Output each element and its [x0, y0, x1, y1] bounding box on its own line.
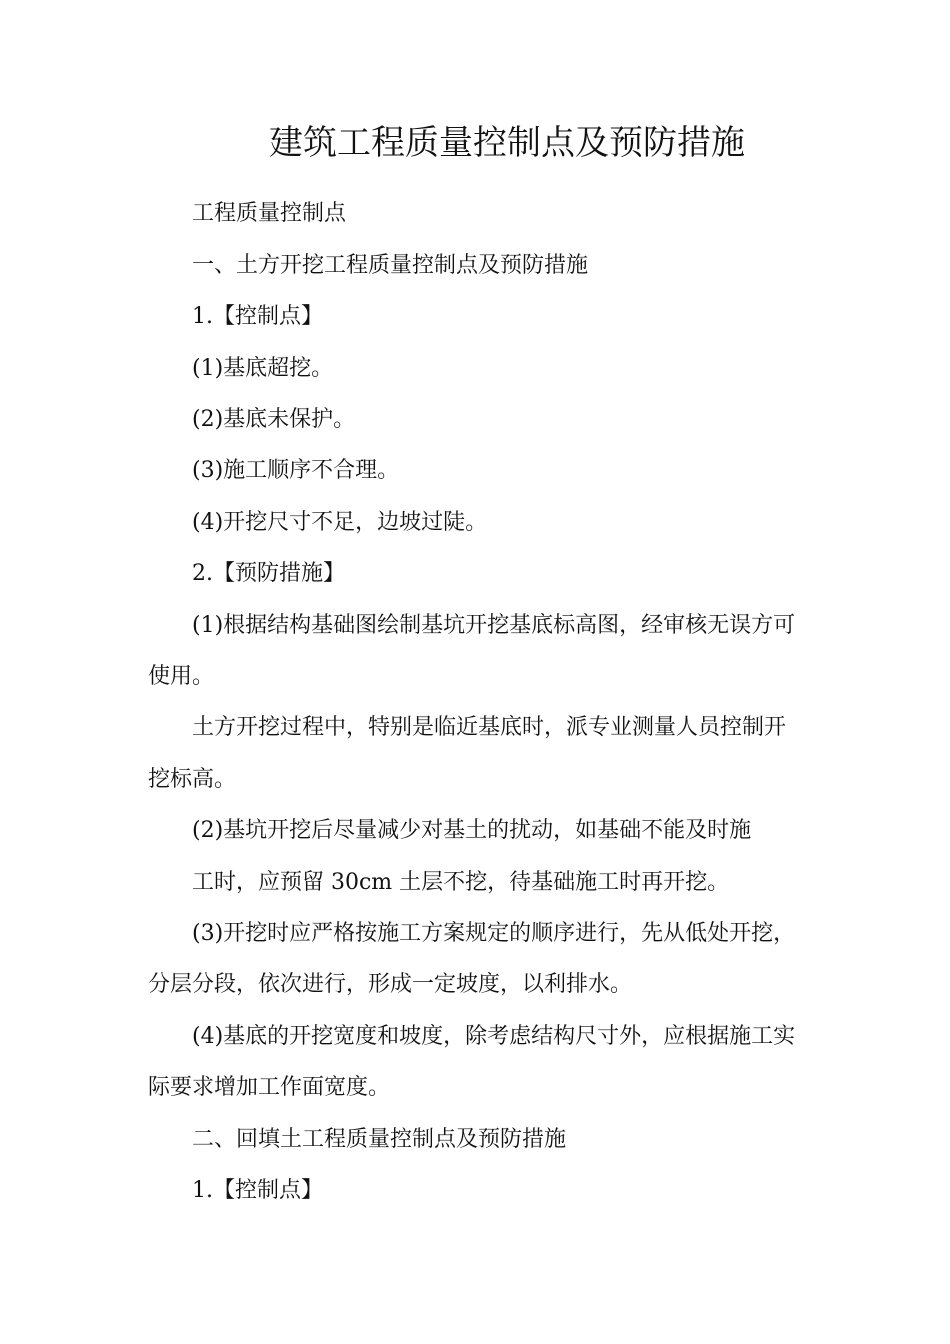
list-item: (1)基底超挖。 [192, 356, 334, 381]
paragraph-line: (3)开挖时应严格按施工方案规定的顺序进行，先从低处开挖， [192, 921, 796, 946]
list-item: (4)开挖尺寸不足，边坡过陡。 [192, 510, 488, 535]
list-item: (2)基底未保护。 [192, 407, 356, 432]
section-heading: 工程质量控制点 [192, 201, 347, 226]
paragraph-line: 使用。 [148, 664, 215, 689]
paragraph-line: 分层分段，依次进行，形成一定坡度，以利排水。 [148, 972, 633, 997]
paragraph-line: (1)根据结构基础图绘制基坑开挖基底标高图，经审核无误方可 [192, 613, 796, 638]
paragraph-line: (2)基坑开挖后尽量减少对基土的扰动，如基础不能及时施 [192, 818, 752, 843]
section-heading: 二、回填土工程质量控制点及预防措施 [192, 1127, 567, 1152]
paragraph-line: 工时，应预留 30cm 土层不挖，待基础施工时再开挖。 [192, 870, 730, 895]
subsection-heading: 2.【预防措施】 [192, 561, 345, 586]
paragraph-line: 土方开挖过程中，特别是临近基底时，派专业测量人员控制开 [192, 715, 787, 740]
paragraph-line: 挖标高。 [148, 767, 237, 792]
subsection-heading: 1.【控制点】 [192, 304, 323, 329]
paragraph-line: 际要求增加工作面宽度。 [148, 1075, 391, 1100]
document-title: 建筑工程质量控制点及预防措施 [269, 123, 745, 163]
subsection-heading: 1.【控制点】 [192, 1178, 323, 1203]
section-heading: 一、土方开挖工程质量控制点及预防措施 [192, 253, 589, 278]
paragraph-line: (4)基底的开挖宽度和坡度，除考虑结构尺寸外，应根据施工实 [192, 1024, 796, 1049]
list-item: (3)施工顺序不合理。 [192, 458, 400, 483]
